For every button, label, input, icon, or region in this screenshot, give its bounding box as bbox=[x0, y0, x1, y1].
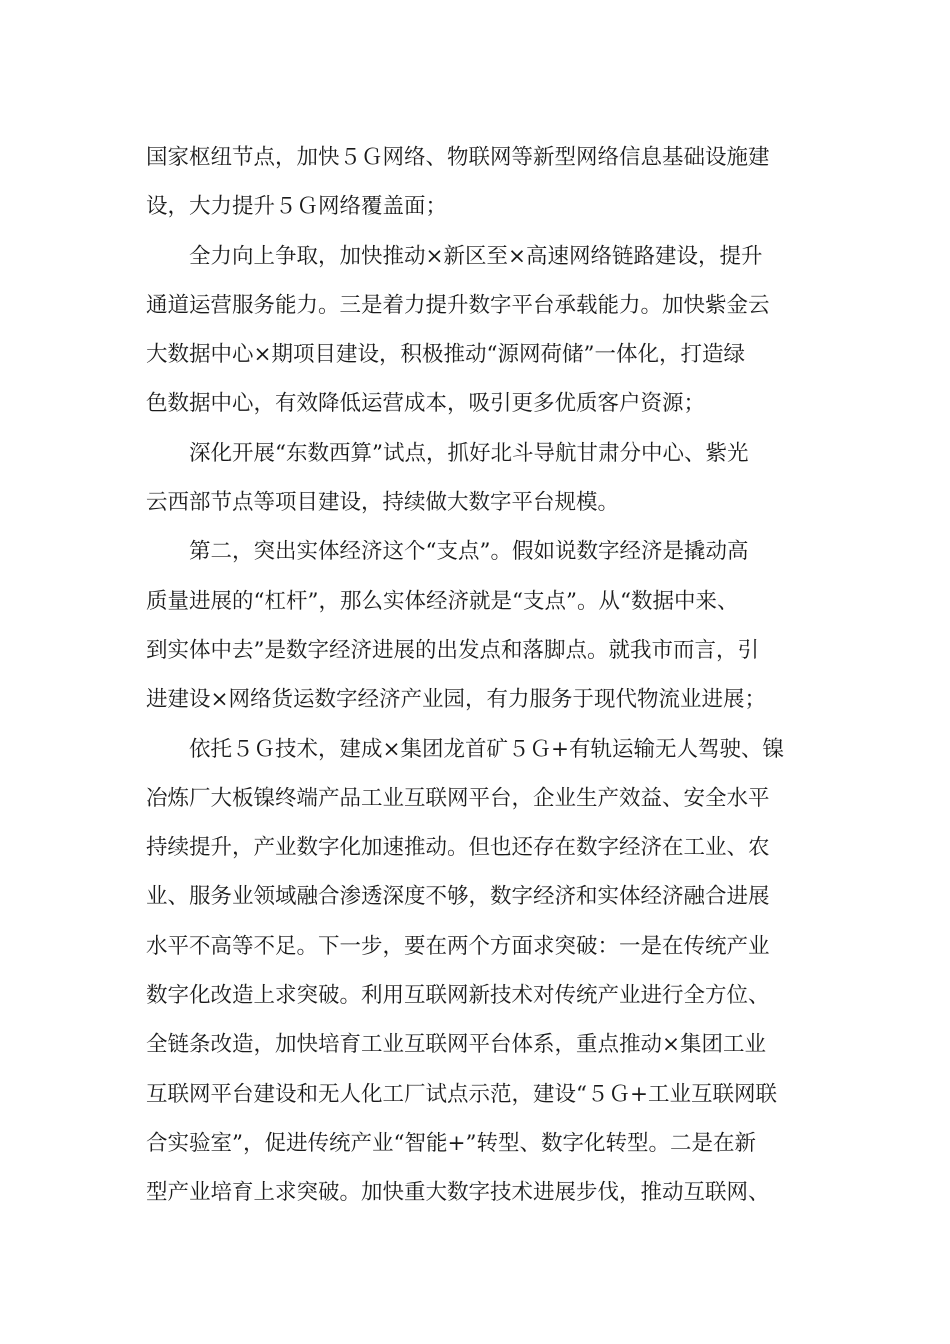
text-line: 通道运营服务能力。三是着力提升数字平台承载能力。加快紫金云 bbox=[146, 292, 770, 318]
text-line: 合实验室”，促进传统产业“智能+”转型、数字化转型。二是在新 bbox=[146, 1130, 756, 1156]
text-line: 业、服务业领域融合渗透深度不够，数字经济和实体经济融合进展 bbox=[146, 884, 770, 910]
text-line: 互联网平台建设和无人化工厂试点示范，建设“５Ｇ+工业互联网联 bbox=[146, 1081, 778, 1107]
text-line: 大数据中心×期项目建设，积极推动“源网荷储”一体化，打造绿 bbox=[146, 342, 746, 368]
text-line: 进建设×网络货运数字经济产业园，有力服务于现代物流业进展； bbox=[146, 687, 767, 713]
text-line: 依托５Ｇ技术，建成×集团龙首矿５Ｇ+有轨运输无人驾驶、镍 bbox=[189, 736, 785, 762]
text-line: 到实体中去”是数字经济进展的出发点和落脚点。就我市而言，引 bbox=[146, 637, 759, 663]
text-line: 水平不高等不足。下一步，要在两个方面求突破：一是在传统产业 bbox=[146, 933, 770, 959]
text-line: 全链条改造，加快培育工业互联网平台体系，重点推动×集团工业 bbox=[146, 1032, 767, 1058]
text-line: 第二，突出实体经济这个“支点”。假如说数字经济是撬动高 bbox=[189, 539, 749, 565]
text-line: 持续提升，产业数字化加速推动。但也还存在数字经济在工业、农 bbox=[146, 835, 770, 861]
text-line: 型产业培育上求突破。加快重大数字技术进展步伐，推动互联网、 bbox=[146, 1180, 770, 1206]
text-line: 数字化改造上求突破。利用互联网新技术对传统产业进行全方位、 bbox=[146, 983, 770, 1009]
text-line: 设，大力提升５Ｇ网络覆盖面； bbox=[146, 194, 448, 220]
text-line: 色数据中心，有效降低运营成本，吸引更多优质客户资源； bbox=[146, 391, 706, 417]
body-text bbox=[146, 133, 826, 1218]
text-line: 国家枢纽节点，加快５Ｇ网络、物联网等新型网络信息基础设施建 bbox=[146, 145, 770, 170]
text-line: 质量进展的“杠杆”，那么实体经济就是“支点”。从“数据中来、 bbox=[146, 588, 739, 614]
text-line: 云西部节点等项目建设，持续做大数字平台规模。 bbox=[146, 490, 620, 516]
text-line: 全力向上争取，加快推动×新区至×高速网络链路建设，提升 bbox=[189, 243, 763, 269]
text-line: 冶炼厂大板镍终端产品工业互联网平台，企业生产效益、安全水平 bbox=[146, 785, 770, 811]
text-line: 深化开展“东数西算”试点，抓好北斗导航甘肃分中心、紫光 bbox=[189, 440, 749, 466]
